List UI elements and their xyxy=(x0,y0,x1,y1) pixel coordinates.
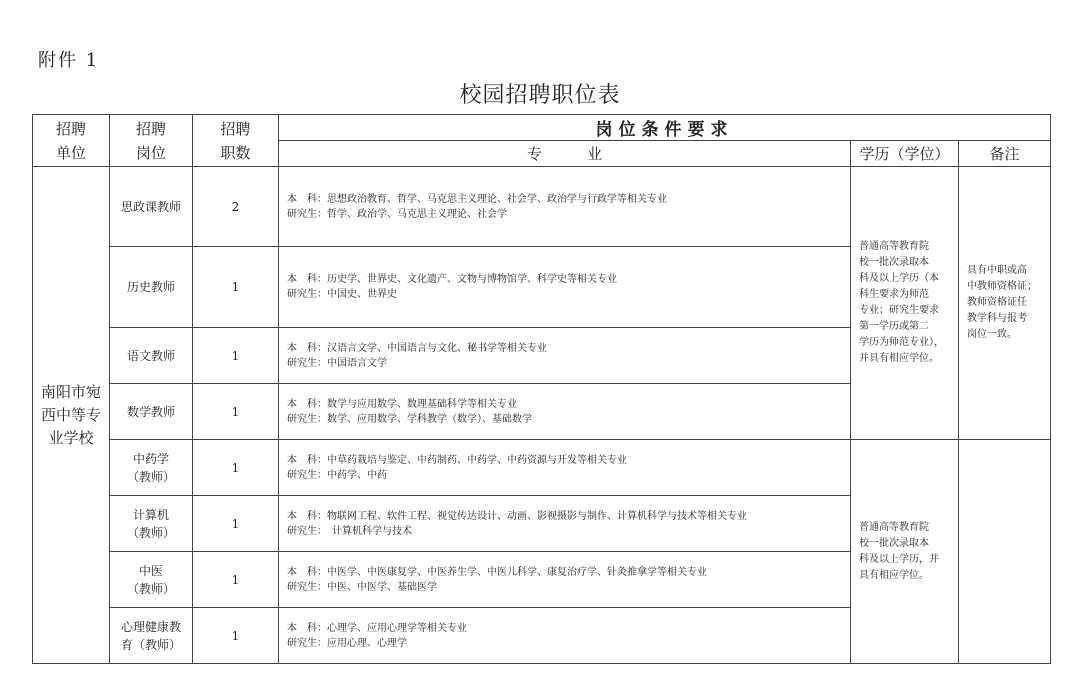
count-cell: 1 xyxy=(193,328,279,384)
position-cell: 计算机 （教师） xyxy=(110,496,193,552)
recruitment-table xyxy=(32,114,1051,664)
page-title: 校园招聘职位表 xyxy=(459,83,621,108)
count-cell: 1 xyxy=(193,440,279,496)
remark-1: 具有中职或高 中教师资格证； 教师资格证任 教学科与报考 岗位一致。 xyxy=(959,167,1051,440)
header-unit: 招聘 单位 xyxy=(33,115,110,167)
header-degree: 学历（学位） xyxy=(851,141,959,167)
position-cell: 思政课教师 xyxy=(110,167,193,247)
position-cell: 中药学 （教师） xyxy=(110,440,193,496)
header-conditions: 岗位条件要求 xyxy=(279,115,1051,141)
count-cell: 1 xyxy=(193,608,279,664)
count-cell: 1 xyxy=(193,552,279,608)
degree-requirement-1: 普通高等教育院 校一批次录取本 科及以上学历（本 科生要求为师范 专业；研究生要求 第一学历或第二 学历为师范专业）， 并具有相应学位。 xyxy=(851,167,959,440)
major-cell: 本 科：汉语言文学、中国语言与文化、秘书学等相关专业 研究生：中国语言文学 xyxy=(279,328,851,384)
position-cell: 心理健康教 育（教师） xyxy=(110,608,193,664)
remark-2 xyxy=(959,440,1051,664)
major-cell: 本 科：心理学、应用心理学等相关专业 研究生：应用心理、心理学 xyxy=(279,608,851,664)
count-cell: 1 xyxy=(193,384,279,440)
table-row xyxy=(33,167,1051,247)
position-cell: 历史教师 xyxy=(110,247,193,328)
header-remark: 备注 xyxy=(959,141,1051,167)
position-cell: 中医 （教师） xyxy=(110,552,193,608)
header-position: 招聘 岗位 xyxy=(110,115,193,167)
unit-name: 南阳市宛 西中等专 业学校 xyxy=(33,167,110,664)
attachment-label: 附件 1 xyxy=(38,50,100,71)
header-count: 招聘 职数 xyxy=(193,115,279,167)
major-cell: 本 科：历史学、世界史、文化遗产、文物与博物馆学、科学史等相关专业 研究生：中国史、世界史 xyxy=(279,247,851,328)
position-cell: 数学教师 xyxy=(110,384,193,440)
degree-requirement-2: 普通高等教育院 校一批次录取本 科及以上学历，并 具有相应学位。 xyxy=(851,440,959,664)
major-cell: 本 科：中草药栽培与鉴定、中药制药、中药学、中药资源与开发等相关专业 研究生：中药学、中药 xyxy=(279,440,851,496)
header-major: 专 业 xyxy=(279,141,851,167)
count-cell: 1 xyxy=(193,496,279,552)
position-cell: 语文教师 xyxy=(110,328,193,384)
count-cell: 2 xyxy=(193,167,279,247)
table-row xyxy=(33,440,1051,496)
major-cell: 本 科：物联网工程、软件工程、视觉传达设计、动画、影视摄影与制作、计算机科学与技术等相关专业 研究生： 计算机科学与技术 xyxy=(279,496,851,552)
major-cell: 本 科：中医学、中医康复学、中医养生学、中医儿科学、康复治疗学、针灸推拿学等相关专业 研究生：中医、中医学、基础医学 xyxy=(279,552,851,608)
major-cell: 本 科：思想政治教育、哲学、马克思主义理论、社会学、政治学与行政学等相关专业 研究生：哲学、政治学、马克思主义理论、社会学 xyxy=(279,167,851,247)
major-cell: 本 科：数学与应用数学、数理基础科学等相关专业 研究生：数学、应用数学、学科教学（数学）、基础数学 xyxy=(279,384,851,440)
count-cell: 1 xyxy=(193,247,279,328)
